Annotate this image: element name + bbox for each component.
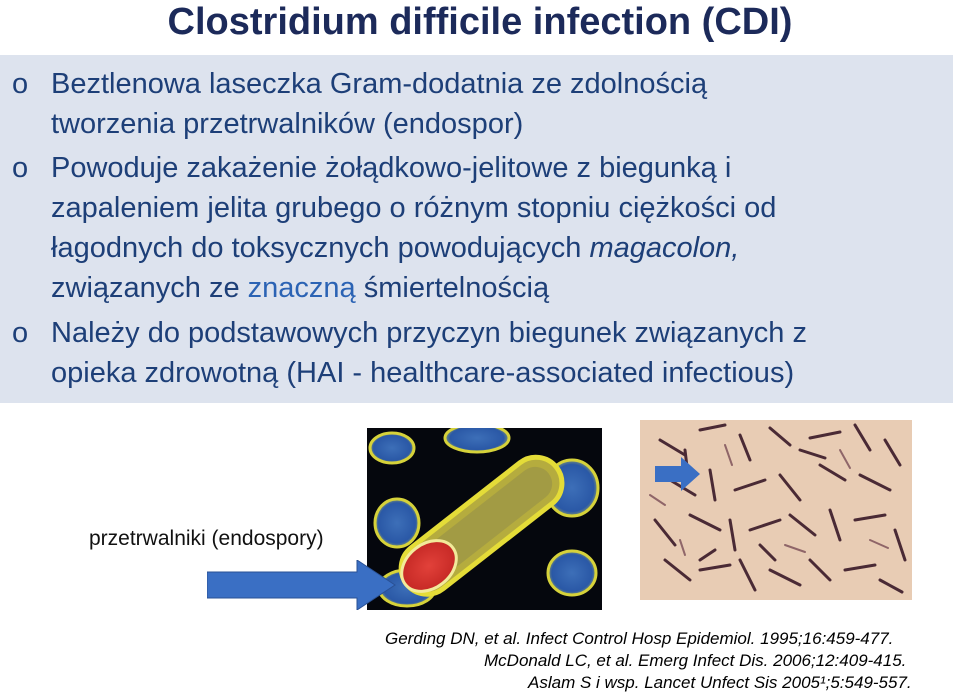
bullet-3-line-2: opieka zdrowotną (HAI - healthcare-associated infectious) [51,357,795,389]
bullet-2-line-2: zapaleniem jelita grubego o różnym stopniu ciężkości od [51,192,777,224]
bullet-3-line-1: Należy do podstawowych przyczyn biegunek związanych z [51,317,807,349]
micrograph-image [367,428,602,610]
endospore-label: przetrwalniki (endospory) [87,525,326,553]
bullet-2-magacolon: magacolon, [589,232,740,264]
reference-2: McDonald LC, et al. Emerg Infect Dis. 2006;12:409-415. [484,651,907,670]
bullet-2-line-3 [51,228,739,268]
gram-stain-image [640,420,912,600]
reference-3: Aslam S i wsp. Lancet Unfect Sis 2005¹;5:549-557. [528,673,912,692]
bullet-panel [0,55,953,403]
micrograph-drawing [367,428,602,610]
bullet-2-line-4-end: śmiertelnością [355,272,550,304]
gram-stain-drawing [640,420,912,600]
bullet-1-line-1: Beztlenowa laseczka Gram-dodatnia ze zdolnością [51,68,708,100]
bullet-marker: o [12,317,29,349]
arrow-right-icon [207,560,397,610]
reference-1: Gerding DN, et al. Infect Control Hosp Epidemiol. 1995;16:459-477. [385,629,894,648]
arrow-right-small-icon [655,457,701,491]
bullet-1-line-2: tworzenia przetrwalników (endospor) [51,108,524,140]
bullet-2-line-3-text: łagodnych do toksycznych powodujących [51,232,590,264]
bullet-2-line-1: Powoduje zakażenie żołądkowo-jelitowe z biegunką i [51,152,732,184]
bullet-marker: o [12,68,29,100]
bullet-2-highlight: znaczną [247,272,356,304]
bullet-marker: o [12,152,29,184]
slide-title: Clostridium difficile infection (CDI) [167,1,793,43]
bullet-2-line-4-text: związanych ze [51,272,248,304]
bullet-2-line-4 [51,268,549,308]
